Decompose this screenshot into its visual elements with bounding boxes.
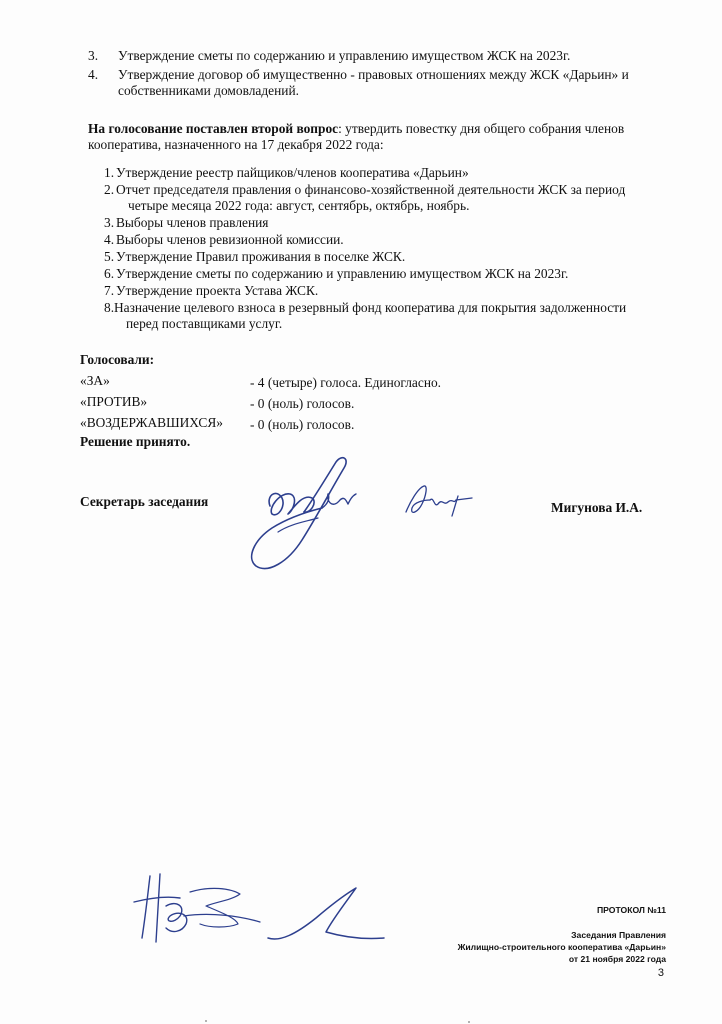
agenda-item: Выборы членов ревизионной комиссии. xyxy=(116,232,344,247)
agenda-number: 5. xyxy=(104,249,115,264)
agenda-item-continuation: перед поставщиками услуг. xyxy=(126,316,283,331)
agenda-number: 2. xyxy=(104,182,115,197)
vote-label: «ЗА» xyxy=(80,373,110,388)
agenda-item: Утверждение реестр пайщиков/членов кооператива «Дарьин» xyxy=(116,165,469,180)
footer-line: Заседания Правления xyxy=(571,930,666,940)
agenda-number: 8. xyxy=(104,300,115,315)
secretary-role: Секретарь заседания xyxy=(80,494,209,509)
protocol-title: ПРОТОКОЛ №11 xyxy=(597,905,666,915)
agenda-item: Отчет председателя правления о финансово-хозяйственной деятельности ЖСК за период xyxy=(116,182,626,197)
question-lead: На голосование поставлен второй вопрос xyxy=(88,121,339,136)
footer-line: от 21 ноября 2022 года xyxy=(568,954,666,964)
voting-heading: Голосовали: xyxy=(80,352,155,367)
agenda-number: 1. xyxy=(104,165,115,180)
list-number: 4. xyxy=(88,67,99,82)
vote-value: - 0 (ноль) голосов. xyxy=(250,396,355,411)
agenda-number: 7. xyxy=(104,283,115,298)
question-line-2: кооператива, назначенного на 17 декабря 2022 года: xyxy=(88,137,384,152)
agenda-item: Утверждение сметы по содержанию и управлению имуществом ЖСК на 2023г. xyxy=(116,266,569,281)
list-item: Утверждение сметы по содержанию и управлению имуществом ЖСК на 2023г. xyxy=(118,48,571,63)
question-line-1 xyxy=(88,121,624,137)
decision-text: Решение принято. xyxy=(80,434,191,449)
handwritten-signature xyxy=(232,448,362,578)
agenda-number: 4. xyxy=(104,232,115,247)
agenda-item-continuation: четыре месяца 2022 года: август, сентябрь, октябрь, ноябрь. xyxy=(128,198,470,213)
vote-label: «ВОЗДЕРЖАВШИХСЯ» xyxy=(80,415,223,430)
scan-speck xyxy=(205,1020,207,1022)
vote-label: «ПРОТИВ» xyxy=(80,394,148,409)
agenda-item: Назначение целевого взноса в резервный фонд кооператива для покрытия задолженности xyxy=(114,300,627,315)
list-number: 3. xyxy=(88,48,99,63)
handwritten-signature xyxy=(400,482,480,522)
scan-speck xyxy=(468,1021,470,1023)
footer-line: Жилищно-строительного кооператива «Дарьин» xyxy=(457,942,666,952)
agenda-item: Выборы членов правления xyxy=(116,215,269,230)
agenda-number: 6. xyxy=(104,266,115,281)
vote-value: - 4 (четыре) голоса. Единогласно. xyxy=(250,375,442,390)
agenda-item: Утверждение проекта Устава ЖСК. xyxy=(116,283,319,298)
agenda-item: Утверждение Правил проживания в поселке ЖСК. xyxy=(116,249,406,264)
secretary-name: Мигунова И.А. xyxy=(551,500,643,515)
agenda-number: 3. xyxy=(104,215,115,230)
handwritten-signature xyxy=(120,862,390,962)
question-rest: : утвердить повестку дня общего собрания членов xyxy=(338,121,625,136)
list-item-continuation: собственниками домовладений. xyxy=(118,83,299,98)
page-number: 3 xyxy=(657,967,664,979)
vote-value: - 0 (ноль) голосов. xyxy=(250,417,355,432)
list-item: Утверждение договор об имущественно - правовых отношениях между ЖСК «Дарьин» и xyxy=(118,67,629,82)
